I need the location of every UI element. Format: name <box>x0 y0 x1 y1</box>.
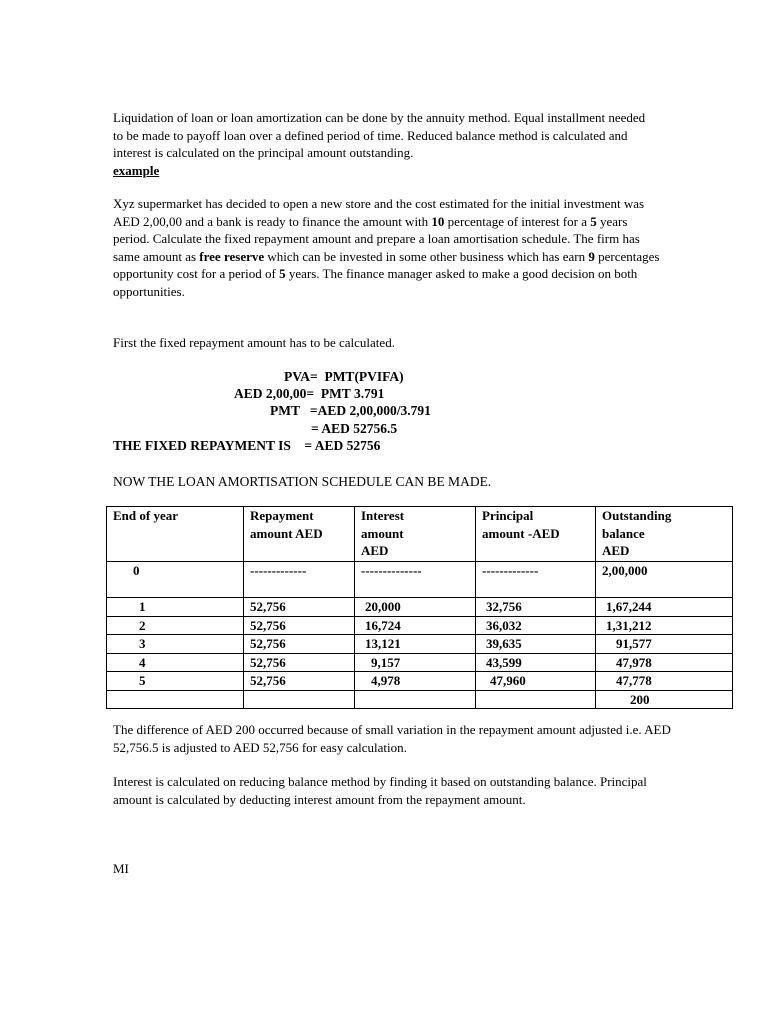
table-cell: 0 <box>107 562 244 598</box>
table-row <box>107 672 733 691</box>
table-cell: 39,635 <box>476 635 596 654</box>
table-cell: 47,778 <box>596 672 733 691</box>
table-cell: 43,599 <box>476 653 596 672</box>
table-cell: 52,756 <box>244 672 355 691</box>
problem-bold-1: 10 <box>431 213 445 229</box>
interest-note-paragraph: Interest is calculated on reducing balance method by finding it based on outstanding balance. Principal amount is calculated by deducting interest amount from the repayment amount. <box>113 774 647 807</box>
table-cell: 16,724 <box>355 616 476 635</box>
table-cell: 1 <box>107 598 244 617</box>
header-text: balance <box>602 525 645 541</box>
initials: MI <box>113 861 129 876</box>
intro-paragraph <box>113 109 658 179</box>
header-text: AED <box>602 543 630 558</box>
problem-text-2: percentage of interest for a <box>444 213 591 229</box>
table-cell: 1,67,244 <box>596 598 733 617</box>
header-text: Principal <box>482 508 534 523</box>
problem-bold-2: 5 <box>590 213 597 229</box>
intro-text: Liquidation of loan or loan amortization can be done by the annuity method. Equal installment needed to be made to payoff loan over a defined period of time. Reduced balance method is calculated and interest is calculated on the principal amount outstanding. <box>113 110 646 160</box>
table-cell: 200 <box>596 690 733 709</box>
problem-text-5: percentages opportunity cost for a period of <box>113 248 660 281</box>
example-label: example <box>113 162 160 178</box>
header-text: Outstanding <box>602 508 672 523</box>
table-cell: -------------- <box>355 562 476 598</box>
table-cell: 91,577 <box>596 635 733 654</box>
fixed-repayment-line: THE FIXED REPAYMENT IS = AED 52756 <box>113 438 381 453</box>
table-cell: 9,157 <box>355 653 476 672</box>
table-cell: 52,756 <box>244 635 355 654</box>
header-repayment <box>244 507 355 562</box>
table-cell: 20,000 <box>355 598 476 617</box>
header-text: amount AED <box>250 525 323 541</box>
table-row <box>107 562 733 598</box>
table-row <box>107 635 733 654</box>
table-cell: 47,960 <box>476 672 596 691</box>
table-header-row <box>107 507 733 562</box>
table-cell: 32,756 <box>476 598 596 617</box>
problem-text-4: which can be invested in some other business which has earn <box>264 248 589 264</box>
table-cell: 36,032 <box>476 616 596 635</box>
table-row <box>107 690 733 709</box>
schedule-heading: NOW THE LOAN AMORTISATION SCHEDULE CAN BE MADE. <box>113 474 492 489</box>
table-cell: 2,00,000 <box>596 562 733 598</box>
table-cell: 13,121 <box>355 635 476 654</box>
header-text: AED <box>361 543 389 558</box>
header-outstanding <box>596 507 733 562</box>
table-row <box>107 653 733 672</box>
table-cell: 4 <box>107 653 244 672</box>
problem-text-3: years period. Calculate the fixed repayment amount and prepare a loan amortisation schedule. The firm has same amount as <box>113 213 640 264</box>
problem-paragraph <box>113 195 661 300</box>
header-principal <box>476 507 596 562</box>
header-text: Interest <box>361 508 405 523</box>
table-cell: 2 <box>107 616 244 635</box>
header-text: End of year <box>113 508 178 523</box>
problem-text-1: Xyz supermarket has decided to open a new store and the cost estimated for the initial investment was AED 2,00,00 and a bank is ready to finance the amount with <box>113 196 645 229</box>
formula-line-4: = AED 52756.5 <box>311 421 398 436</box>
table-cell: ------------- <box>244 562 355 598</box>
table-cell <box>107 690 244 709</box>
table-cell: 4,978 <box>355 672 476 691</box>
problem-text-6: years. The finance manager asked to make a good decision on both opportunities. <box>113 266 638 299</box>
header-text: Repayment <box>250 508 314 523</box>
formula-line-1: PVA= PMT(PVIFA) <box>284 369 404 384</box>
table-row <box>107 616 733 635</box>
problem-bold-5: 5 <box>279 266 286 281</box>
table-cell: 52,756 <box>244 616 355 635</box>
problem-bold-3: free reserve <box>199 248 265 264</box>
problem-bold-4: 9 <box>588 248 595 264</box>
table-cell: ------------- <box>476 562 596 598</box>
difference-paragraph: The difference of AED 200 occurred because of small variation in the repayment amount adjusted i.e. AED 52,756.5 is adjusted to AED 52,756 for easy calculation. <box>113 722 671 755</box>
table-cell <box>476 690 596 709</box>
formula-line-2: AED 2,00,00= PMT 3.791 <box>234 386 385 401</box>
table-cell: 5 <box>107 672 244 691</box>
table-cell: 1,31,212 <box>596 616 733 635</box>
amortisation-table <box>106 506 733 709</box>
table-cell: 52,756 <box>244 653 355 672</box>
header-text: amount -AED <box>482 525 560 541</box>
table-cell <box>355 690 476 709</box>
table-cell: 47,978 <box>596 653 733 672</box>
table-cell <box>244 690 355 709</box>
formula-line-3: PMT =AED 2,00,000/3.791 <box>270 403 431 418</box>
table-cell: 3 <box>107 635 244 654</box>
header-end-of-year <box>107 507 244 562</box>
header-text: amount <box>361 525 404 541</box>
header-interest <box>355 507 476 562</box>
table-row <box>107 598 733 617</box>
first-line: First the fixed repayment amount has to be calculated. <box>113 335 395 350</box>
table-cell: 52,756 <box>244 598 355 617</box>
